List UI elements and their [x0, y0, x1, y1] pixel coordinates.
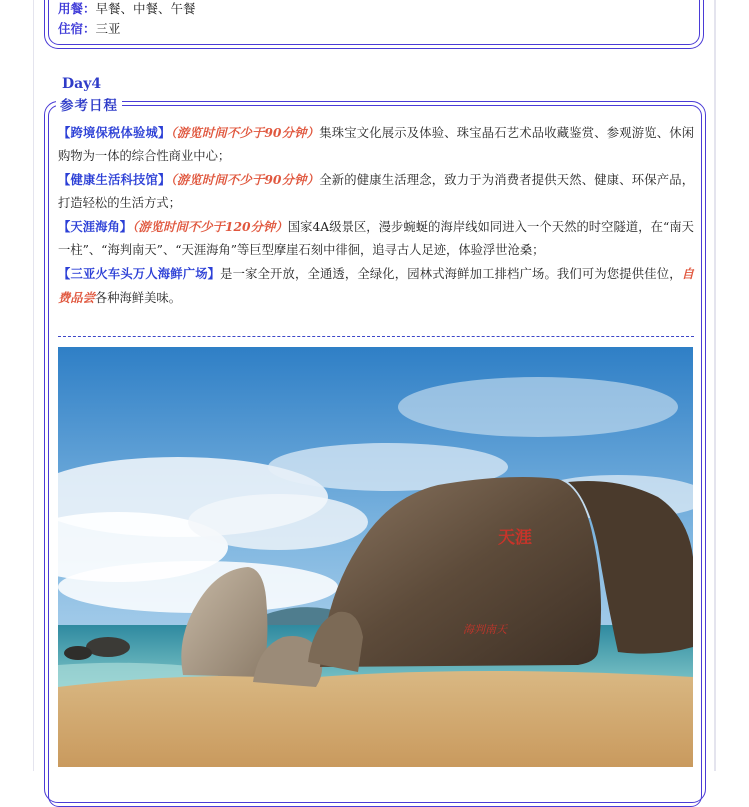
place-name: 【三亚火车头万人海鲜广场】 [58, 266, 221, 281]
hotel-label: 住宿 [58, 21, 84, 36]
place-description: 是一家全开放，全通透，全绿化，园林式海鲜加工排档广场。我们可为您提供佳位， [220, 267, 682, 281]
place-description: 全新的健康生活理念，致力于为消费者提供天然、健康、环保产品，打造轻松的生活方式； [58, 173, 694, 210]
meal-row [58, 1, 196, 17]
page-border-left [33, 0, 34, 771]
dashed-divider [58, 336, 694, 337]
place-description: 国家4A级景区，漫步蜿蜒的海岸线如同进入一个天然的时空隧道，在“南天一柱”、“海判南天”、“天涯海角”等巨型摩崖石刻中徘徊，追寻古人足迹，体验浮世沧桑； [58, 220, 694, 257]
schedule-content [58, 121, 694, 310]
meal-value: 早餐、中餐、午餐 [95, 1, 196, 16]
meal-label: 用餐 [58, 1, 84, 16]
schedule-item-tianya-haijiao [58, 215, 694, 262]
duration-note: （游览时间不少于90分钟） [170, 172, 320, 187]
photo-illustration [58, 347, 693, 767]
rock-carving-sub: 海判南天 [463, 623, 507, 636]
place-name: 【天涯海角】 [58, 219, 133, 234]
hotel-colon: ： [83, 21, 96, 36]
hotel-row [58, 21, 121, 37]
meal-colon: ： [83, 1, 96, 16]
schedule-item-health-museum [58, 168, 694, 215]
place-description-end: 各种海鲜美味。 [94, 291, 181, 305]
page-border-right [714, 0, 716, 771]
day-title: Day4 [62, 76, 102, 92]
self-pay-highlight: 自费品尝 [58, 266, 694, 305]
rock-carving-main: 天涯 [498, 528, 532, 548]
schedule-item-bonded-city [58, 121, 694, 168]
duration-note: （游览时间不少于90分钟） [170, 125, 320, 140]
schedule-item-seafood-plaza [58, 262, 694, 310]
hotel-value: 三亚 [95, 21, 121, 36]
tianya-haijiao-photo [58, 347, 693, 767]
place-description: 集珠宝文化展示及体验、珠宝晶石艺术品收藏鉴赏、参观游览、休闲购物为一体的综合性商业中心； [58, 126, 694, 163]
place-name: 【跨境保税体验城】 [58, 125, 171, 140]
place-name: 【健康生活科技馆】 [58, 172, 171, 187]
schedule-heading: 参考日程 [56, 94, 122, 114]
duration-note: （游览时间不少于120分钟） [132, 219, 288, 234]
